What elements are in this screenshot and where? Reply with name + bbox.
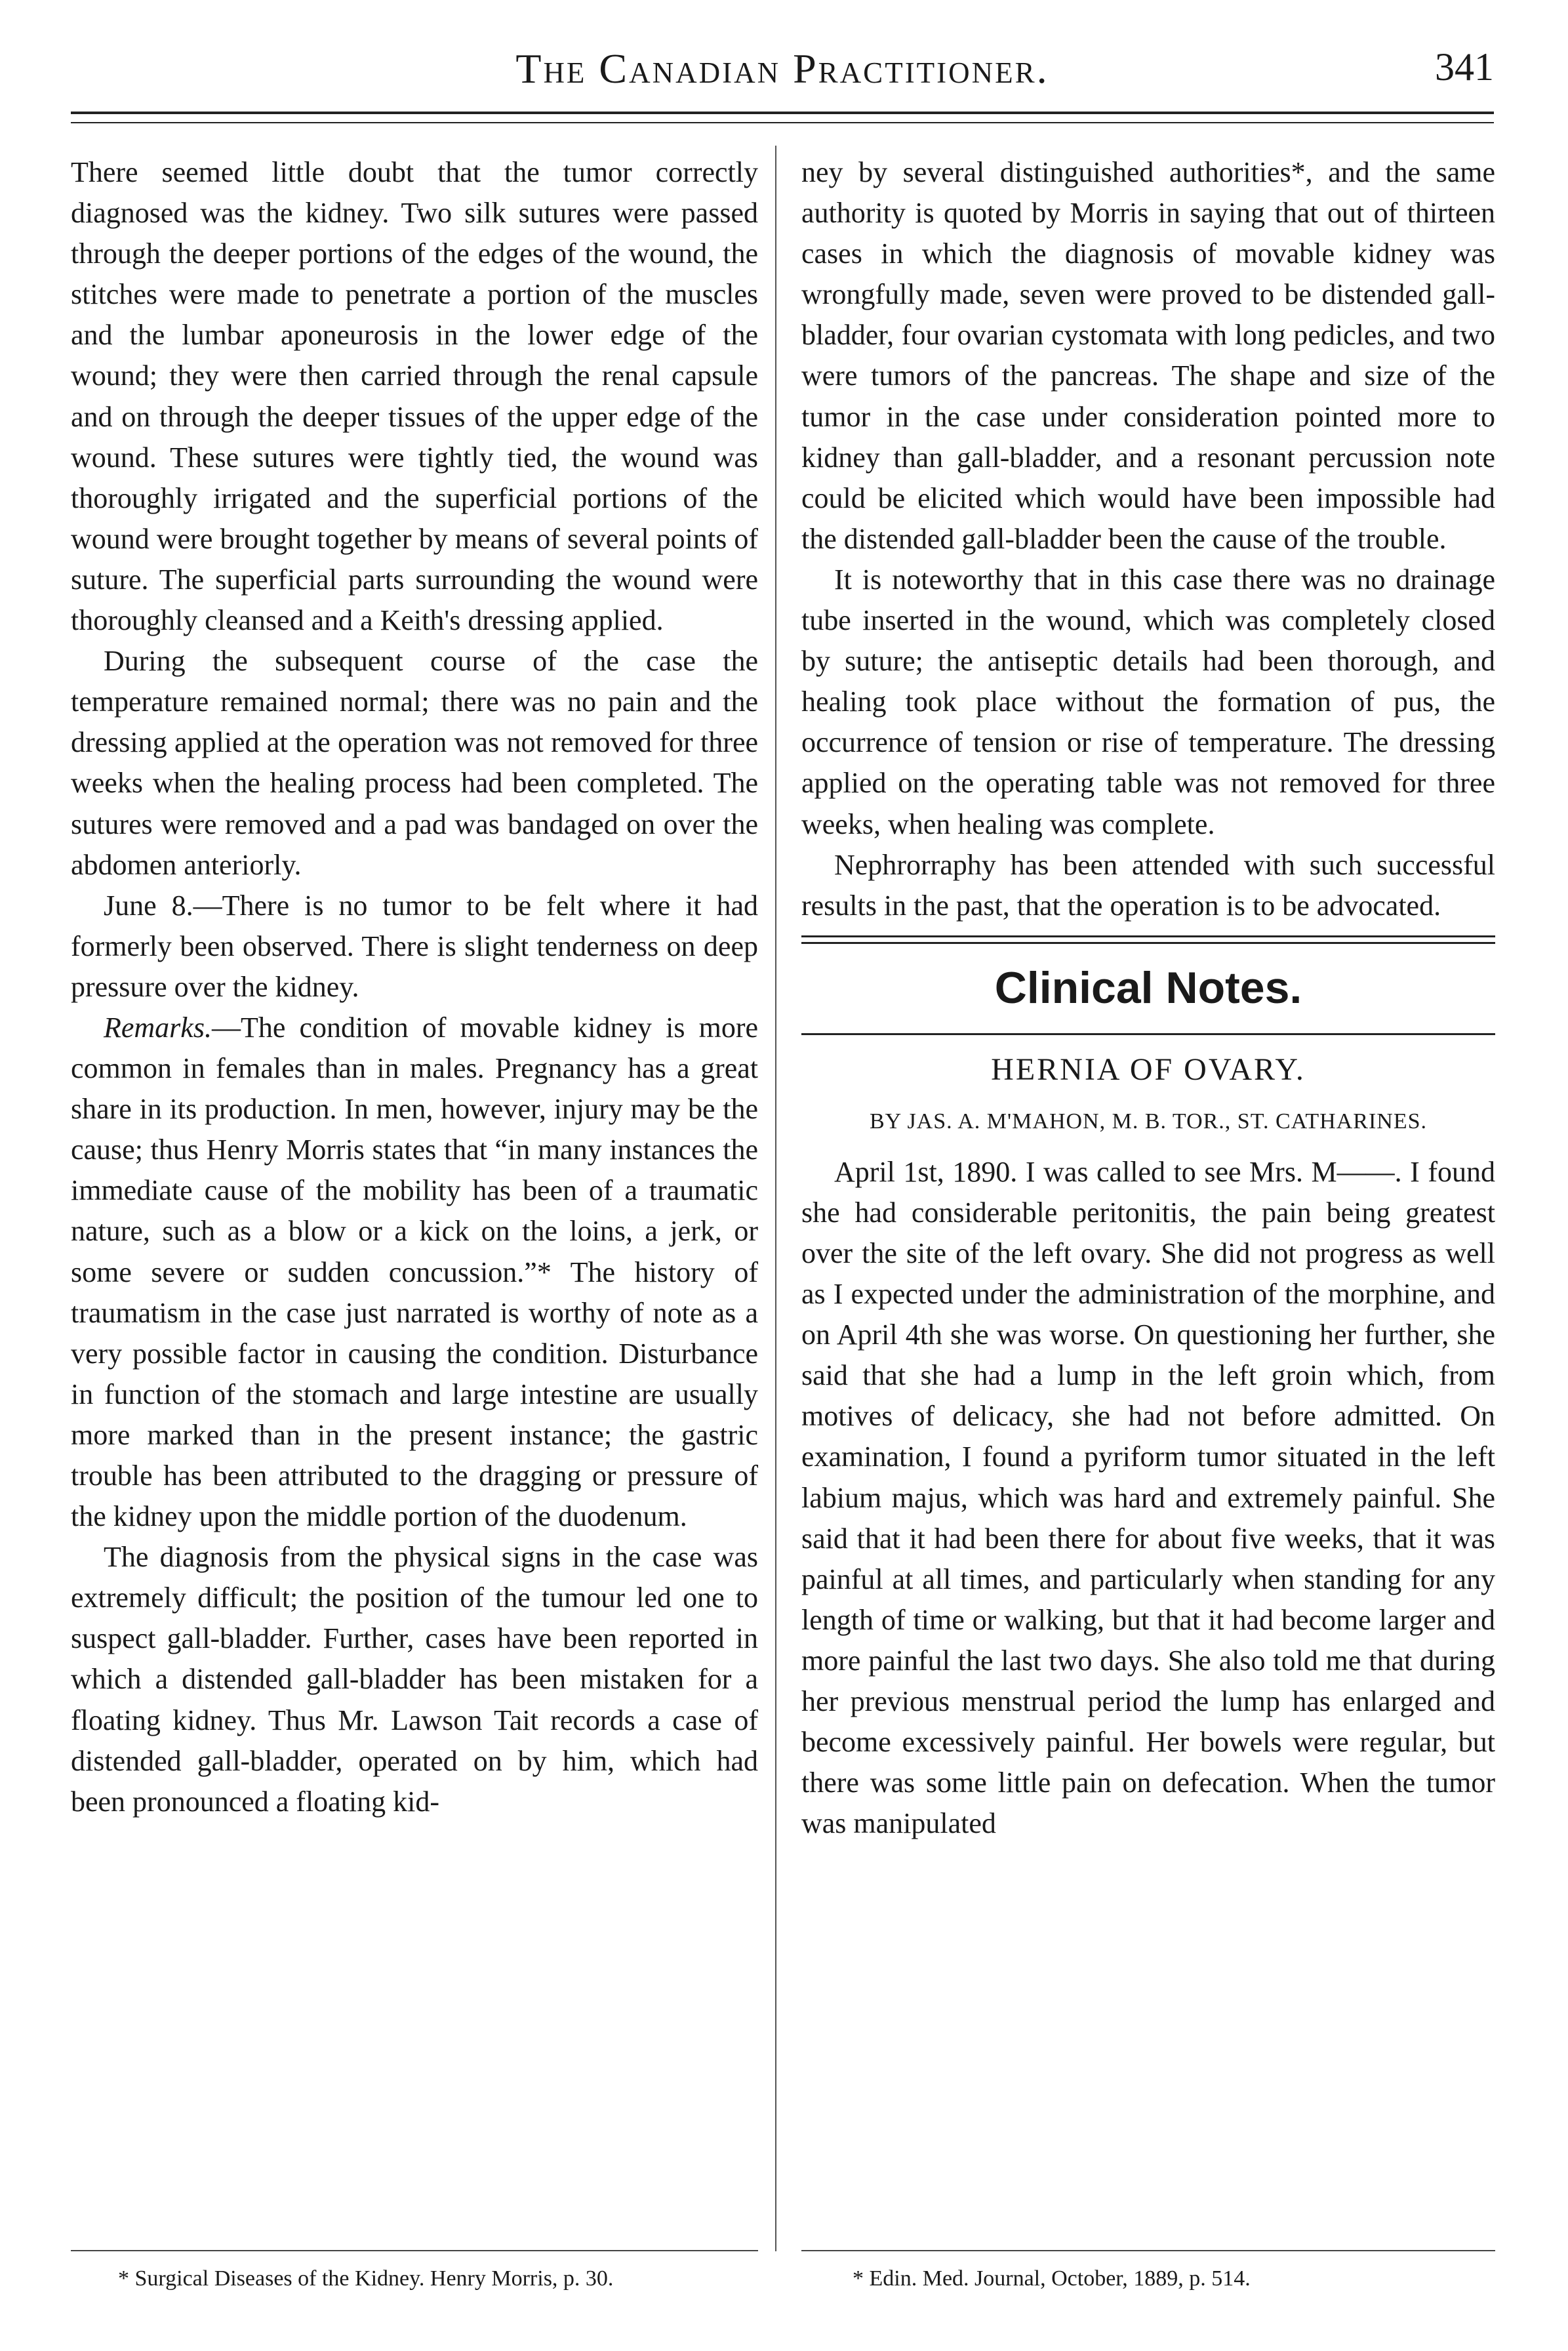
paragraph: The diagnosis from the physical signs in the case was extremely difficult; the position of the tumour led one to suspect gall-bladder. Further, cases have been reported in which a distended gall-bladder has been mistaken for a floating kidney. Thus Mr. Lawson Tait records a case of distended gall-bladder, operated on by him, which had been pronounced a floating kid- — [71, 1541, 758, 1818]
remarks-text: The condition of movable kidney is more common in females than in males. Pregnancy has a great share in its production. In men, however, injury may be the cause; thus Henry Morris states that “in many instances the immediate cause of the mobility has been of a traumatic nature, such as a blow or a kick on the loins, a jerk, or some severe or sudden concussion.”* The history of traumatism in the case just narrated is worthy of note as a very possible factor in causing the condition. Disturbance in function of the stomach and large intestine are usually more marked than in the present instance; the gastric trouble has been attributed to the dragging or pressure of the kidney upon the middle portion of the duodenum. — [71, 1011, 758, 1533]
paragraph: It is noteworthy that in this case there was no drainage tube inserted in the wound, which was completely closed by suture; the antiseptic details had been thorough, and healing took place without the formation of pus, the occurrence of tension or rise of temperature. The dressing applied on the operating table was not removed for three weeks, when healing was complete. — [801, 563, 1495, 840]
paragraph: April 1st, 1890. I was called to see Mrs. M——. I found she had considerable peritonitis, the pain being greatest over the site of the left ovary. She did not progress as well as I expected under the administration of the morphine, and on April 4th she was worse. On questioning her further, she said that she had a lump in the left groin which, from motives of delicacy, she had not before admitted. On examination, I found a pyriform tumor situated in the left labium majus, which was hard and extremely painful. She said that it had been there for about five weeks, that it was painful at all times, and particularly when standing for any length of time or walking, but that it had become larger and more painful the last two days. She also told me that during her previous menstrual period the lump has enlarged and become excessively painful. Her bowels were regular, but there was some little pain on defecation. When the tumor was manipulated — [801, 1155, 1495, 1840]
remarks-label: Remarks. — [104, 1011, 212, 1044]
paragraph: During the subsequent course of the case the temperature remained normal; there was no pain and the dressing applied at the operation was not removed for three weeks when the healing process had been completed. The sutures were removed and a pad was bandaged on over the abdomen anteriorly. — [71, 645, 758, 881]
right-column — [801, 152, 1495, 1844]
section-divider — [801, 935, 1495, 937]
footnote-left: * Surgical Diseases of the Kidney. Henry Morris, p. 30. — [118, 2266, 614, 2291]
paragraph: June 8.—There is no tumor to be felt where it had formerly been observed. There is slight tenderness on deep pressure over the kidney. — [71, 889, 758, 1003]
footnote-rule-right — [801, 2250, 1495, 2251]
footnote-rule-left — [71, 2250, 758, 2251]
section-heading: Clinical Notes. — [994, 962, 1302, 1013]
article-title: HERNIA OF OVARY. — [991, 1052, 1306, 1087]
left-column — [71, 152, 758, 1822]
byline: BY JAS. A. M'MAHON, M. B. TOR., ST. CATHARINES. — [869, 1109, 1428, 1134]
journal-title: The Canadian Practitioner. — [515, 45, 1049, 92]
running-header — [71, 38, 1494, 104]
paragraph: Nephrorraphy has been attended with such successful results in the past, that the operation is to be advocated. — [801, 848, 1495, 922]
column-divider — [775, 146, 776, 2251]
heading-rule — [801, 1033, 1495, 1035]
paragraph: There seemed little doubt that the tumor correctly diagnosed was the kidney. Two silk sutures were passed through the deeper portions of the edges of the wound, the stitches were made to penetrate a portion of the muscles and the lumbar aponeurosis in the lower edge of the wound; they were then carried through the renal capsule and on through the deeper tissues of the upper edge of the wound. These sutures were tightly tied, the wound was thoroughly irrigated and the superficial portions of the wound were brought together by means of several points of suture. The superficial parts surrounding the wound were thoroughly cleansed and a Keith's dressing applied. — [71, 156, 758, 637]
paragraph: Remarks.—The condition of movable kidney is more common in females than in males. Pregnancy has a great share in its production. In men, however, injury may be the cause; thus Henry Morris states that “in many instances the immediate cause of the mobility has been of a traumatic nature, such as a blow or a kick on the loins, a jerk, or some severe or sudden concussion.”* The history of traumatism in the case just narrated is worthy of note as a very possible factor in causing the condition. Disturbance in function of the stomach and large intestine are usually more marked than in the present instance; the gastric trouble has been attributed to the dragging or pressure of the kidney upon the middle portion of the duodenum. — [71, 1011, 758, 1533]
footnote-right: * Edin. Med. Journal, October, 1889, p. 514. — [853, 2266, 1251, 2291]
header-rule-top — [71, 112, 1494, 114]
page-number: 341 — [1435, 45, 1494, 89]
header-rule-bottom — [71, 122, 1494, 123]
paragraph: ney by several distinguished authorities*, and the same authority is quoted by Morris in saying that out of thirteen cases in which the diagnosis of movable kidney was wrongfully made, seven were proved to be distended gall-bladder, four ovarian cystomata with long pedicles, and two were tumors of the pancreas. The shape and size of the tumor in the case under consideration pointed more to kidney than gall-bladder, and a resonant percussion note could be elicited which would have been impossible had the distended gall-bladder been the cause of the trouble. — [801, 156, 1495, 555]
